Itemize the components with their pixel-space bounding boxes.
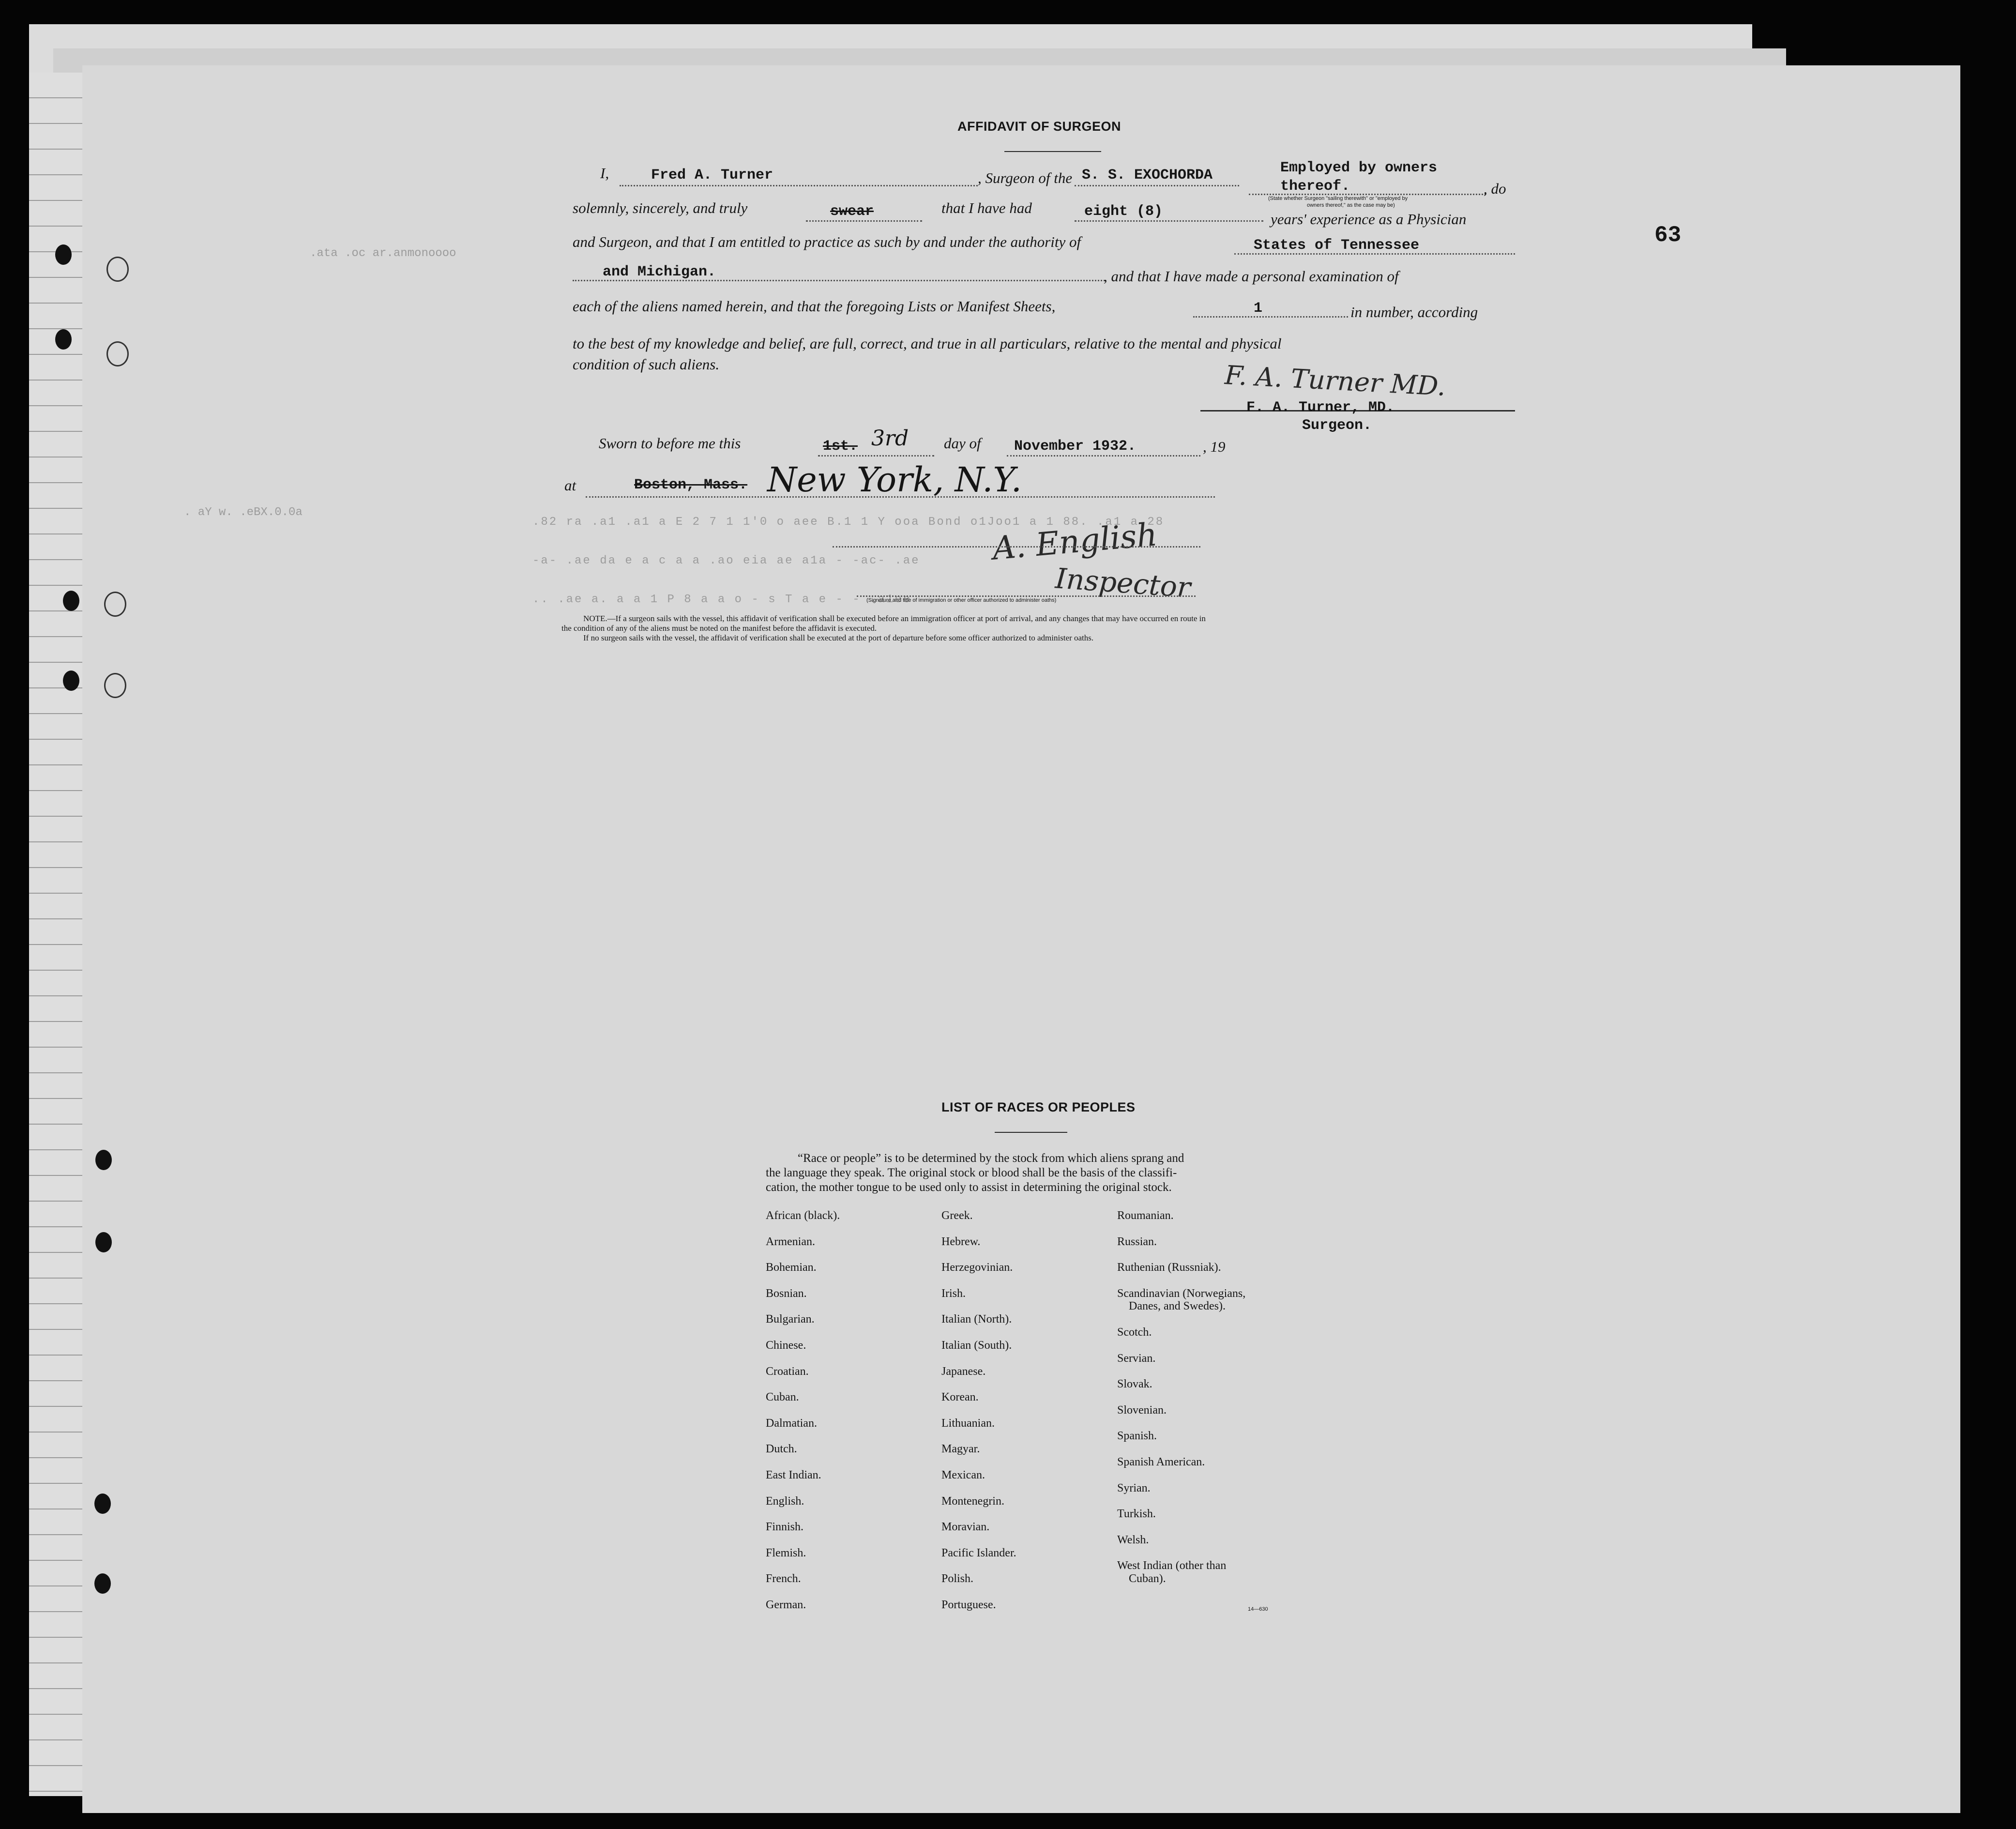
race-entry: French. — [766, 1572, 801, 1585]
place-struck: Boston, Mass. — [634, 477, 748, 493]
race-entry: East Indian. — [766, 1469, 821, 1481]
surgeon-signature: F. A. Turner MD. — [1224, 360, 1447, 402]
race-entry: Spanish. — [1117, 1430, 1157, 1443]
race-entry: Syrian. — [1117, 1481, 1151, 1494]
race-entry: Irish. — [941, 1287, 966, 1300]
affidavit-title: AFFIDAVIT OF SURGEON — [957, 119, 1121, 134]
race-entry: Italian (South). — [941, 1339, 1012, 1352]
race-entry: Moravian. — [941, 1521, 990, 1534]
race-entry: Ruthenian (Russniak). — [1117, 1261, 1221, 1274]
race-entry: Portuguese. — [941, 1599, 996, 1611]
race-entry: Flemish. — [766, 1546, 806, 1559]
day-struck: 1st. — [823, 438, 858, 455]
note-text: the condition of any of the aliens must be noted on the manifest before the affidavit is executed. — [561, 624, 877, 633]
race-entry: Servian. — [1117, 1352, 1156, 1365]
employment-note: owners thereof," as the case may be) — [1307, 202, 1395, 208]
sheets-count: 1 — [1254, 300, 1263, 317]
race-entry: Polish. — [941, 1572, 974, 1585]
races-intro: “Race or people” is to be determined by the stock from which aliens sprang and — [798, 1152, 1184, 1165]
race-entry: Lithuanian. — [941, 1417, 995, 1430]
race-entry: Pacific Islander. — [941, 1546, 1016, 1559]
affidavit-text: , Surgeon of the — [978, 169, 1073, 186]
fill-line — [1007, 455, 1200, 457]
affidavit-text: Sworn to before me this — [599, 435, 741, 452]
race-entry: Slovak. — [1117, 1378, 1152, 1391]
signer-title: Surgeon. — [1302, 417, 1372, 434]
officer-title-handwritten: Inspector — [1054, 562, 1192, 604]
fill-line — [620, 185, 978, 186]
affidavit-text: that I have had — [941, 199, 1032, 216]
fill-line — [833, 546, 1200, 548]
race-entry: Welsh. — [1117, 1533, 1149, 1546]
fill-line — [1193, 316, 1348, 318]
race-entry: Finnish. — [766, 1521, 804, 1534]
race-entry: Turkish. — [1117, 1508, 1156, 1521]
years-experience: eight (8) — [1084, 203, 1163, 220]
affidavit-text: years' experience as a Physician — [1271, 211, 1467, 228]
race-entry: Japanese. — [941, 1365, 986, 1378]
race-entry: Dalmatian. — [766, 1417, 817, 1430]
punch-hole-icon — [63, 591, 79, 611]
place-handwritten: New York, N.Y. — [767, 460, 1022, 500]
fill-line — [1234, 253, 1515, 255]
race-entry: Cuban). — [1129, 1572, 1166, 1585]
affidavit-text: , do — [1484, 180, 1506, 197]
race-entry: Russian. — [1117, 1235, 1157, 1248]
affidavit-text: , 19 — [1203, 438, 1226, 455]
title-underline — [995, 1132, 1067, 1133]
race-entry: Armenian. — [766, 1235, 815, 1248]
race-entry: Slovenian. — [1117, 1403, 1167, 1417]
employment-line-2: thereof. — [1280, 178, 1350, 195]
race-entry: Herzegovinian. — [941, 1261, 1013, 1274]
race-entry: Croatian. — [766, 1365, 809, 1378]
races-intro: cation, the mother tongue to be used only to assist in determining the original stock. — [766, 1181, 1172, 1194]
day-handwritten: 3rd — [871, 426, 909, 451]
race-entry: Hebrew. — [941, 1235, 981, 1248]
employment-note: (State whether Surgeon "sailing therewith" or "employed by — [1268, 196, 1408, 201]
race-entry: Danes, and Swedes). — [1129, 1300, 1226, 1313]
surgeon-name: Fred A. Turner — [651, 167, 773, 183]
affidavit-text: condition of such aliens. — [573, 356, 720, 373]
race-entry: West Indian (other than — [1117, 1559, 1227, 1572]
affidavit-text: solemnly, sincerely, and truly — [573, 199, 748, 216]
punch-hole-icon — [95, 1150, 112, 1170]
authority-line-2: and Michigan. — [603, 264, 716, 280]
employment-line-1: Employed by owners — [1280, 160, 1438, 176]
punch-hole-icon — [106, 257, 129, 282]
race-entry: Magyar. — [941, 1443, 980, 1456]
fill-line — [1249, 194, 1486, 195]
race-entry: Dutch. — [766, 1443, 797, 1456]
form-code: 14—630 — [1248, 1606, 1268, 1612]
race-entry: Scandinavian (Norwegians, — [1117, 1287, 1246, 1300]
race-entry: Greek. — [941, 1209, 973, 1222]
affidavit-text: day of — [944, 435, 981, 452]
oath-word: swear — [830, 203, 874, 220]
affidavit-text: to the best of my knowledge and belief, are full, correct, and true in all particulars, relative to the mental and physical — [573, 335, 1282, 352]
punch-hole-icon — [94, 1573, 111, 1594]
affidavit-text: in number, according — [1350, 304, 1478, 320]
note-text: NOTE.—If a surgeon sails with the vessel, this affidavit of verification shall be executed before an immigration officer at port of arrival, and any changes that may have occurred en route in — [583, 614, 1206, 623]
race-entry: Montenegrin. — [941, 1494, 1004, 1508]
fill-line — [857, 595, 1196, 597]
sworn-month-year: November 1932. — [1014, 438, 1137, 455]
bleed-through-text: -a- .ae da e a c a a .ao eia ae a1a - -ac- .ae — [532, 554, 920, 567]
signer-typed-name: F. A. Turner, MD. — [1246, 399, 1395, 416]
punch-hole-icon — [104, 673, 126, 698]
bleed-through-text: . aY w. .eBX.0.0a — [184, 506, 303, 519]
punch-hole-icon — [55, 329, 72, 350]
affidavit-text: , and that I have made a personal examination of — [1104, 268, 1399, 285]
fill-line — [586, 496, 1215, 498]
bleed-through-text: .. .ae a. a a 1 P 8 a a o - s T a e - - .a1ee — [532, 593, 912, 606]
race-entry: German. — [766, 1599, 806, 1611]
race-entry: Mexican. — [941, 1469, 985, 1481]
race-entry: Cuban. — [766, 1391, 799, 1404]
authority-line-1: States of Tennessee — [1254, 237, 1420, 254]
race-entry: Spanish American. — [1117, 1456, 1205, 1468]
races-title: LIST OF RACES OR PEOPLES — [941, 1100, 1136, 1114]
vessel-name: S. S. EXOCHORDA — [1082, 167, 1213, 183]
punch-hole-icon — [55, 244, 72, 265]
bleed-through-text: .82 ra .a1 .a1 a E 2 7 1 1'0 o aee B.1 1 Y ooa Bond o1Joo1 a 1 88. .a1 a 28 — [532, 516, 1165, 529]
punch-hole-icon — [106, 341, 129, 366]
fill-line — [818, 455, 934, 457]
affidavit-text: I, — [600, 165, 609, 182]
officer-signature: A. English — [991, 516, 1159, 567]
races-intro: the language they speak. The original stock or blood shall be the basis of the classifi- — [766, 1166, 1177, 1179]
race-entry: African (black). — [766, 1209, 840, 1222]
punch-hole-icon — [95, 1232, 112, 1252]
fill-line — [573, 280, 1105, 281]
race-entry: Bulgarian. — [766, 1313, 815, 1326]
race-entry: English. — [766, 1494, 804, 1508]
race-entry: Korean. — [941, 1391, 979, 1404]
affidavit-text: and Surgeon, and that I am entitled to practice as such by and under the authority of — [573, 233, 1081, 250]
fill-line — [1075, 185, 1239, 186]
race-entry: Chinese. — [766, 1339, 806, 1352]
punch-hole-icon — [63, 671, 79, 691]
race-entry: Scotch. — [1117, 1326, 1152, 1339]
affidavit-text: at — [564, 477, 576, 494]
race-entry: Italian (North). — [941, 1313, 1012, 1326]
punch-hole-icon — [94, 1494, 111, 1514]
bleed-through-text: .ata .oc ar.anmonoooo — [310, 247, 456, 260]
race-entry: Bosnian. — [766, 1287, 807, 1300]
punch-hole-icon — [104, 592, 126, 617]
title-underline — [1004, 151, 1101, 152]
race-entry: Roumanian. — [1117, 1209, 1174, 1222]
race-entry: Bohemian. — [766, 1261, 817, 1274]
page-number: 63 — [1654, 223, 1682, 248]
officer-caption: (Signature and title of immigration or other officer authorized to administer oaths) — [866, 597, 1057, 603]
affidavit-text: each of the aliens named herein, and that the foregoing Lists or Manifest Sheets, — [573, 298, 1056, 315]
fill-line — [806, 220, 922, 222]
fill-line — [1075, 220, 1263, 222]
document-page — [82, 65, 1960, 1813]
note-text: If no surgeon sails with the vessel, the affidavit of verification shall be executed at the port of departure before some officer authorized to administer oaths. — [583, 633, 1094, 642]
ledger-binding-strip — [29, 73, 82, 1796]
